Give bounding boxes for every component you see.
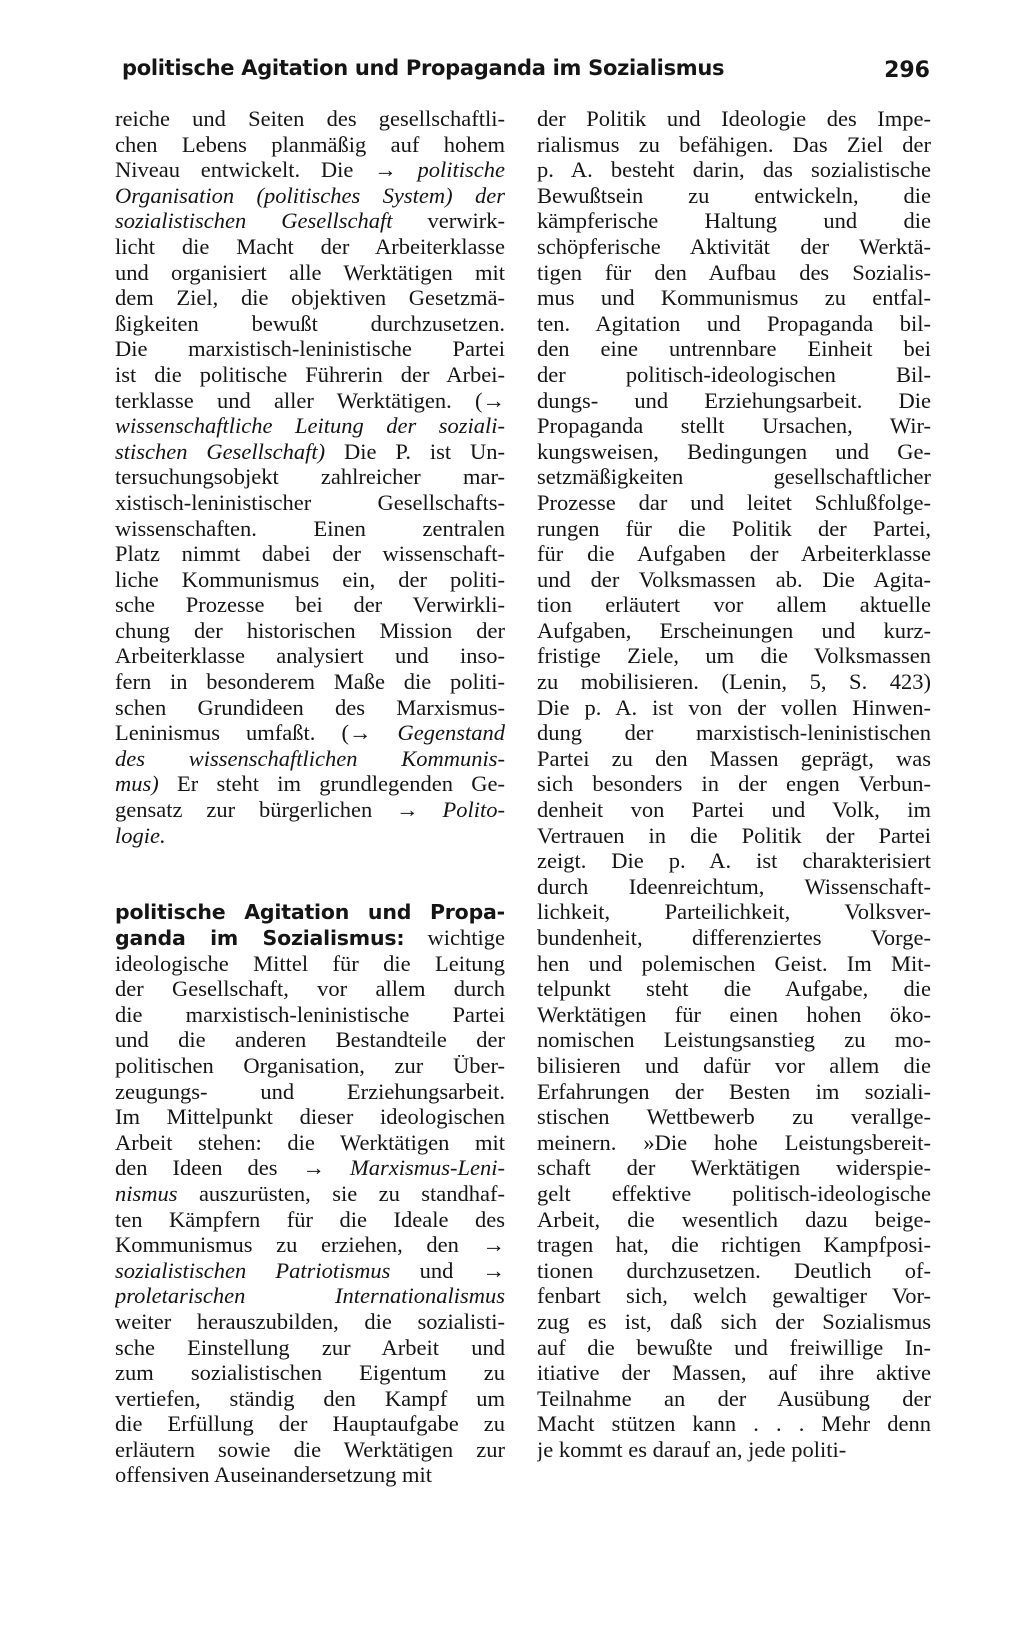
text-line	[537, 746, 931, 772]
text-segment: und organisiert alle Werktätigen mit	[115, 259, 505, 285]
text-column-right	[537, 106, 931, 1462]
text-segment: chung der historischen Mission der	[115, 617, 505, 643]
text-line	[537, 567, 931, 593]
text-line	[537, 1053, 931, 1079]
text-segment: lichkeit, Parteilichkeit, Volksver-	[537, 899, 931, 925]
text-segment: ist die politische Führerin der Arbei-	[115, 361, 505, 387]
text-segment: Arbeit, die wesentlich dazu beige-	[537, 1206, 931, 1232]
italic-term: wissenschaftliche Leitung der soziali-	[115, 413, 505, 439]
text-line	[537, 439, 931, 465]
text-line	[537, 874, 931, 900]
text-segment: Leninismus umfaßt. (→	[115, 720, 398, 746]
text-segment: erläutern sowie die Werktätigen zur	[115, 1436, 505, 1462]
text-segment: rungen für die Politik der Partei,	[537, 515, 931, 541]
text-segment: Die p. A. ist von der vollen Hinwen-	[537, 694, 931, 720]
italic-term: Gegenstand	[397, 720, 505, 746]
text-line	[537, 336, 931, 362]
text-line	[115, 1309, 505, 1335]
text-line	[537, 106, 931, 132]
text-line	[537, 464, 931, 490]
text-segment: den eine untrennbare Einheit bei	[537, 336, 931, 362]
text-segment: die marxistisch-leninistische Partei	[115, 1001, 505, 1027]
text-segment: ten Kämpfern für die Ideale des	[115, 1206, 505, 1232]
text-segment: tigen für den Aufbau des Sozialis-	[537, 259, 931, 285]
text-segment: und der Volksmassen ab. Die Agita-	[537, 566, 931, 592]
text-line	[115, 567, 505, 593]
text-segment: zeugungs- und Erziehungsarbeit.	[115, 1078, 505, 1104]
text-line	[115, 951, 505, 977]
text-line	[537, 771, 931, 797]
text-segment: fern in besonderem Maße die politi-	[115, 669, 505, 695]
text-segment: zu mobilisieren. (Lenin, 5, S. 423)	[537, 669, 931, 695]
text-line	[115, 1027, 505, 1053]
text-segment: xistisch-leninistischer Gesellschafts-	[115, 489, 505, 515]
text-segment: zeigt. Die p. A. ist charakterisiert	[537, 848, 931, 874]
text-line	[537, 285, 931, 311]
text-line	[115, 234, 505, 260]
text-line	[115, 1104, 505, 1130]
text-segment: Die P. ist Un-	[325, 438, 505, 464]
text-line	[115, 1335, 505, 1361]
text-line	[537, 1386, 931, 1412]
text-line	[537, 1079, 931, 1105]
text-line	[115, 1283, 505, 1309]
text-segment: kungsweisen, Bedingungen und Ge-	[537, 438, 931, 464]
text-segment: reiche und Seiten des gesellschaftli-	[115, 106, 505, 131]
text-line	[115, 413, 505, 439]
text-segment: bundenheit, differenziertes Vorge-	[537, 925, 931, 950]
text-line	[537, 1207, 931, 1233]
text-segment: Arbeit stehen: die Werktätigen mit	[115, 1129, 505, 1155]
text-line	[537, 1104, 931, 1130]
text-line	[115, 285, 505, 311]
text-segment: licht die Macht der Arbeiterklasse	[115, 233, 505, 259]
text-line	[537, 413, 931, 439]
italic-term: mus)	[115, 771, 159, 797]
text-line	[537, 695, 931, 721]
text-line	[537, 720, 931, 746]
text-line	[537, 1360, 931, 1386]
italic-term: des wissenschaftlichen Kommunis-	[115, 745, 505, 771]
text-segment: Bewußtsein zu entwickeln, die	[537, 182, 931, 208]
text-segment: Aufgaben, Erscheinungen und kurz-	[537, 617, 931, 643]
text-segment: schen Grundideen des Marxismus-	[115, 694, 505, 720]
text-line	[115, 1053, 505, 1079]
text-segment: itiative der Massen, auf ihre aktive	[537, 1360, 931, 1386]
text-line	[537, 183, 931, 209]
text-line	[115, 1002, 505, 1028]
text-line	[115, 1258, 505, 1284]
running-head	[122, 56, 942, 96]
text-line	[115, 925, 505, 951]
text-line	[115, 771, 505, 797]
text-line	[115, 1079, 505, 1105]
text-line	[115, 490, 505, 516]
text-line	[537, 208, 931, 234]
text-segment: Prozesse dar und leitet Schlußfolge-	[537, 489, 931, 515]
italic-term: stischen Gesellschaft)	[115, 438, 326, 464]
text-line	[115, 157, 505, 183]
text-line	[115, 311, 505, 337]
text-line	[115, 976, 505, 1002]
text-segment: Macht stützen kann . . . Mehr denn	[537, 1411, 931, 1437]
italic-term: proletarischen Internationalismus	[115, 1283, 505, 1309]
text-line	[537, 669, 931, 695]
text-segment: mus und Kommunismus zu entfal-	[537, 285, 931, 311]
text-line	[537, 1335, 931, 1361]
text-line	[537, 899, 931, 925]
text-line	[537, 976, 931, 1002]
text-segment: dung der marxistisch-leninistischen	[537, 720, 931, 746]
text-segment: fristige Ziele, um die Volksmassen	[537, 643, 931, 669]
text-line	[537, 797, 931, 823]
text-segment: weiter herauszubilden, die sozialisti-	[115, 1308, 505, 1334]
text-line	[537, 643, 931, 669]
text-line	[537, 1309, 931, 1335]
text-segment: auf die bewußte und freiwillige In-	[537, 1334, 931, 1360]
text-segment: rialismus zu befähigen. Das Ziel der	[537, 131, 931, 157]
italic-term: sozialistischen Patriotismus	[115, 1257, 391, 1283]
text-segment: hen und polemischen Geist. Im Mit-	[537, 950, 931, 976]
italic-term: nismus	[115, 1180, 178, 1206]
text-segment: Erfahrungen der Besten im soziali-	[537, 1078, 931, 1104]
text-line	[537, 925, 931, 951]
text-segment: Vertrauen in die Politik der Partei	[537, 822, 931, 848]
text-segment: politischen Organisation, zur Über-	[115, 1052, 505, 1078]
text-line	[537, 618, 931, 644]
text-segment: tersuchungsobjekt zahlreicher mar-	[115, 464, 505, 490]
text-line	[115, 260, 505, 286]
text-segment: terklasse und aller Werktätigen. (→	[115, 387, 505, 413]
text-line	[537, 260, 931, 286]
text-segment: fenbart sich, welch gewaltiger Vor-	[537, 1283, 931, 1309]
text-line	[115, 643, 505, 669]
text-line	[537, 1155, 931, 1181]
text-segment: der politisch-ideologischen Bil-	[537, 361, 931, 387]
text-line	[537, 541, 931, 567]
text-segment: telpunkt steht die Aufgabe, die	[537, 976, 931, 1002]
text-line	[115, 1360, 505, 1386]
text-line	[115, 439, 505, 465]
text-line	[115, 183, 505, 209]
text-line	[115, 516, 505, 542]
text-segment: durch Ideenreichtum, Wissenschaft-	[537, 873, 931, 899]
text-line	[115, 336, 505, 362]
text-line	[115, 823, 505, 849]
text-segment: gensatz zur bürgerlichen →	[115, 797, 443, 823]
text-line	[115, 208, 505, 234]
text-line	[115, 464, 505, 490]
text-line	[115, 1207, 505, 1233]
text-line	[115, 1462, 505, 1488]
text-line	[537, 1411, 931, 1437]
text-segment: Niveau entwickelt. Die →	[115, 157, 418, 183]
text-segment: tionen durchzusetzen. Deutlich of-	[537, 1257, 931, 1283]
text-segment: zug es ist, daß sich der Sozialismus	[537, 1308, 931, 1334]
entry-headword: ganda im Sozialismus:	[115, 926, 405, 950]
text-line	[537, 848, 931, 874]
text-segment: meinern. »Die hohe Leistungsbereit-	[537, 1129, 931, 1155]
text-line	[537, 1130, 931, 1156]
text-segment: zum sozialistischen Eigentum zu	[115, 1360, 505, 1386]
text-segment: Arbeiterklasse analysiert und inso-	[115, 643, 505, 669]
text-segment: offensiven Auseinandersetzung mit	[115, 1462, 433, 1488]
paragraph-gap	[115, 874, 505, 900]
text-segment: nomischen Leistungsanstieg zu mo-	[537, 1027, 931, 1053]
text-segment: der Politik und Ideologie des Impe-	[537, 106, 931, 131]
text-line	[115, 592, 505, 618]
running-title: politische Agitation und Propaganda im Sozialismus	[122, 56, 725, 80]
text-line	[115, 746, 505, 772]
text-segment: und →	[390, 1257, 505, 1283]
text-line	[537, 823, 931, 849]
text-segment: wichtige	[404, 925, 505, 950]
italic-term: Polito-	[442, 797, 505, 823]
text-line	[115, 1130, 505, 1156]
text-line	[115, 388, 505, 414]
text-segment: chen Lebens planmäßig auf hohem	[115, 131, 505, 157]
text-segment: liche Kommunismus ein, der politi-	[115, 566, 505, 592]
text-line	[537, 1232, 931, 1258]
text-segment: den Ideen des →	[115, 1155, 351, 1181]
text-line	[115, 797, 505, 823]
text-line	[115, 106, 505, 132]
text-segment: gelt effektive politisch-ideologische	[537, 1180, 931, 1206]
text-segment: dungs- und Erziehungsarbeit. Die	[537, 387, 931, 413]
text-line	[537, 132, 931, 158]
text-line	[115, 899, 505, 925]
text-line	[537, 490, 931, 516]
text-segment: vertiefen, ständig den Kampf um	[115, 1385, 505, 1411]
text-line	[537, 311, 931, 337]
text-segment: ten. Agitation und Propaganda bil-	[537, 310, 931, 336]
text-segment: ßigkeiten bewußt durchzusetzen.	[115, 310, 505, 336]
text-line	[537, 1181, 931, 1207]
text-line	[537, 1437, 931, 1463]
text-segment: schöpferische Aktivität der Werktä-	[537, 233, 931, 259]
text-segment: bilisieren und dafür vor allem die	[537, 1052, 931, 1078]
text-segment: sche Einstellung zur Arbeit und	[115, 1334, 505, 1360]
text-segment: sche Prozesse bei der Verwirkli-	[115, 592, 505, 618]
text-line	[115, 1411, 505, 1437]
text-segment: Teilnahme an der Ausübung der	[537, 1385, 931, 1411]
text-line	[537, 1027, 931, 1053]
text-line	[537, 592, 931, 618]
italic-term: politische	[417, 157, 505, 183]
paragraph-gap	[115, 848, 505, 874]
text-line	[537, 388, 931, 414]
text-segment: Werktätigen für einen hohen öko-	[537, 1001, 931, 1027]
text-segment: Kommunismus zu erziehen, den →	[115, 1232, 505, 1258]
text-segment: Die marxistisch-leninistische Partei	[115, 336, 505, 362]
text-segment: je kommt es darauf an, jede politi-	[537, 1436, 847, 1462]
text-line	[537, 951, 931, 977]
text-segment: tion erläutert vor allem aktuelle	[537, 592, 931, 618]
text-line	[115, 695, 505, 721]
text-segment: und die anderen Bestandteile der	[115, 1027, 505, 1053]
text-line	[537, 362, 931, 388]
text-segment: Platz nimmt dabei der wissenschaft-	[115, 541, 505, 567]
text-line	[115, 1155, 505, 1181]
text-segment: stischen Wettbewerb zu verallge-	[537, 1104, 931, 1130]
text-segment: schaft der Werktätigen widerspie-	[537, 1155, 931, 1181]
text-segment: für die Aufgaben der Arbeiterklasse	[537, 541, 931, 567]
text-line	[115, 669, 505, 695]
page-number: 296	[884, 58, 930, 83]
entry-headword: politische Agitation und Propa-	[115, 900, 505, 925]
text-line	[537, 1258, 931, 1284]
text-line	[115, 541, 505, 567]
text-line	[115, 362, 505, 388]
text-line	[537, 157, 931, 183]
text-line	[115, 1181, 505, 1207]
text-segment: Er steht im grundlegenden Ge-	[158, 771, 505, 797]
text-segment: Partei zu den Massen geprägt, was	[537, 745, 931, 771]
text-line	[115, 1386, 505, 1412]
text-segment: sich besonders in der engen Verbun-	[537, 771, 931, 797]
text-segment: tragen hat, die richtigen Kampfposi-	[537, 1232, 931, 1258]
text-segment: dem Ziel, die objektiven Gesetzmä-	[115, 285, 505, 311]
text-segment: Propaganda stellt Ursachen, Wir-	[537, 413, 931, 439]
text-line	[115, 1232, 505, 1258]
text-line	[115, 720, 505, 746]
text-line	[115, 618, 505, 644]
text-segment: die Erfüllung der Hauptaufgabe zu	[115, 1411, 505, 1437]
text-line	[537, 1283, 931, 1309]
text-segment: ideologische Mittel für die Leitung	[115, 950, 505, 976]
italic-term: Organisation (politisches System) der	[115, 182, 505, 208]
text-line	[537, 234, 931, 260]
text-segment: auszurüsten, sie zu standhaf-	[177, 1180, 505, 1206]
text-segment: denheit von Partei und Volk, im	[537, 797, 931, 823]
italic-term: Marxismus-Leni-	[350, 1155, 505, 1181]
text-segment: wissenschaften. Einen zentralen	[115, 515, 505, 541]
text-segment: verwirk-	[392, 208, 505, 234]
text-line	[115, 1437, 505, 1463]
text-line	[537, 516, 931, 542]
text-line	[115, 132, 505, 158]
italic-term: sozialistischen Gesellschaft	[115, 208, 393, 234]
text-column-left	[115, 106, 505, 1488]
text-segment: kämpferische Haltung und die	[537, 208, 931, 234]
text-segment: Im Mittelpunkt dieser ideologischen	[115, 1104, 505, 1130]
text-segment: setzmäßigkeiten gesellschaftlicher	[537, 464, 931, 490]
text-segment: p. A. besteht darin, das sozialistische	[537, 157, 931, 183]
text-line	[537, 1002, 931, 1028]
text-segment: der Gesellschaft, vor allem durch	[115, 976, 505, 1002]
italic-term: logie.	[115, 822, 166, 848]
